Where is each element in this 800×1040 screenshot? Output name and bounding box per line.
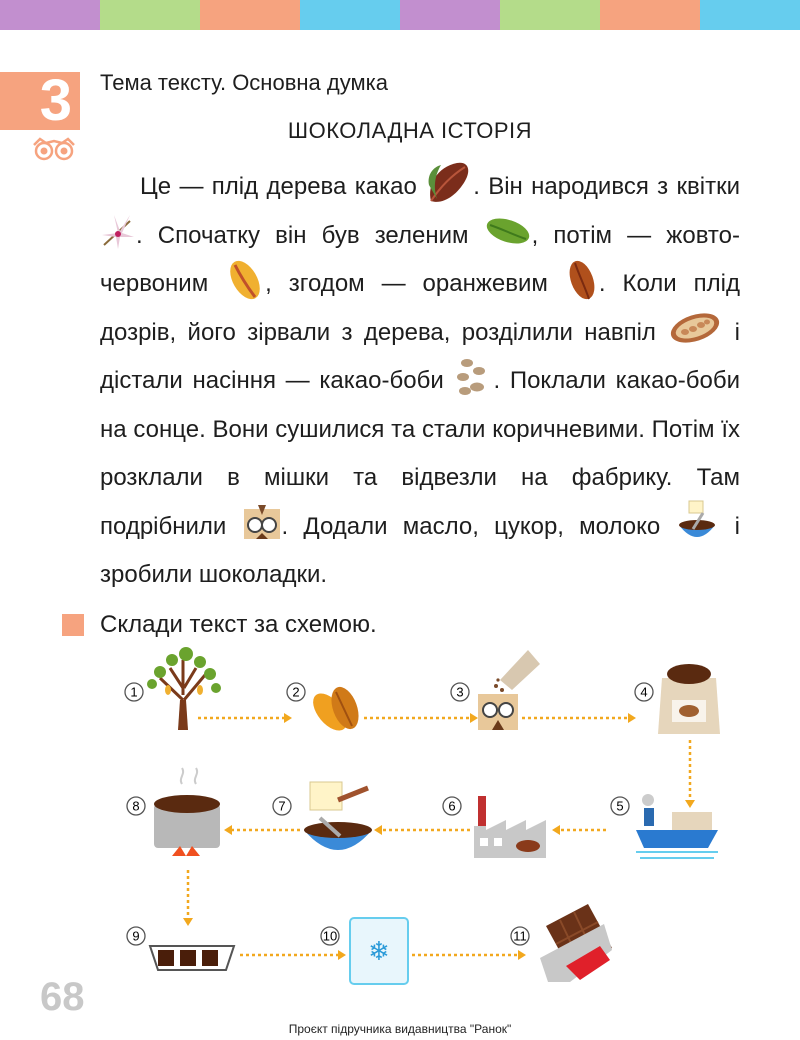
- sack-icon: [658, 664, 720, 734]
- grinder-icon: [242, 503, 282, 541]
- step-7: [273, 782, 372, 850]
- svg-text:❄: ❄: [368, 936, 390, 966]
- svg-text:9: 9: [132, 928, 140, 944]
- color-segment: [100, 0, 200, 30]
- cocoa-pod-halved-icon: [667, 310, 723, 346]
- color-segment: [0, 0, 100, 30]
- svg-text:8: 8: [132, 798, 140, 814]
- story-sentence: і зробили шоколадки.: [100, 512, 741, 588]
- color-segment: [700, 0, 800, 30]
- color-segment: [300, 0, 400, 30]
- step-5: [611, 794, 718, 858]
- step-2: [287, 683, 364, 737]
- color-segment: [400, 0, 500, 30]
- story-sentence: і дістали насіння — какао-боби: [100, 318, 741, 394]
- freezer-icon: [350, 918, 408, 984]
- factory-icon: [474, 796, 546, 858]
- page-number: 68: [40, 975, 85, 1019]
- cocoa-pod-orange-icon: [565, 257, 599, 303]
- story-sentence: . Він народився з квітки: [473, 173, 740, 200]
- story-sentence: , згодом — оранжевим: [265, 270, 548, 297]
- step-11: [511, 904, 612, 982]
- step-6: [443, 796, 546, 858]
- task-marker: [62, 614, 84, 636]
- step-4: [635, 664, 720, 734]
- lesson-number: 3: [39, 68, 72, 133]
- cocoa-pod-yellow-red-icon: [225, 257, 265, 303]
- tree-icon: [147, 647, 221, 730]
- svg-text:1: 1: [130, 684, 138, 700]
- story-sentence: . Коли плід дозрів, його зірвали з дерева, розділили навпіл: [100, 270, 740, 346]
- svg-text:5: 5: [616, 798, 624, 814]
- chocolate-bar-icon: [540, 904, 612, 982]
- pot-icon: [154, 768, 220, 856]
- ship-icon: [636, 794, 718, 858]
- footer-publisher: Проєкт підручника видавництва "Ранок": [288, 1022, 512, 1036]
- story-sentence: . Додали масло, цукор, молоко: [281, 512, 661, 540]
- mixing-bowl-icon: [304, 782, 372, 850]
- color-segment: [200, 0, 300, 30]
- svg-text:4: 4: [640, 684, 648, 700]
- cocoa-pod-green-icon: [484, 215, 532, 247]
- cocoa-flower-icon: [100, 211, 136, 251]
- color-segment: [600, 0, 700, 30]
- svg-text:10: 10: [322, 928, 338, 944]
- story-sentence: . Спочатку він був зеленим: [136, 221, 469, 249]
- step-10: [321, 918, 408, 984]
- mold-icon: [150, 946, 234, 970]
- step-9: [127, 927, 234, 970]
- svg-text:11: 11: [513, 928, 527, 944]
- story-text: [100, 163, 740, 600]
- svg-text:3: 3: [456, 684, 464, 700]
- text-title: ШОКОЛАДНА ІСТОРІЯ: [287, 118, 533, 143]
- svg-text:7: 7: [278, 798, 286, 814]
- bowl-sugar-milk-icon: [675, 499, 719, 545]
- task-instruction: Склади текст за схемою.: [100, 611, 377, 638]
- lesson-topic: Тема тексту. Основна думка: [100, 70, 388, 95]
- production-scheme: [0, 640, 800, 1000]
- cocoa-pods-icon: [307, 683, 364, 736]
- story-sentence: , потім — жовто-червоним: [100, 221, 740, 297]
- color-segment: [500, 0, 600, 30]
- cocoa-beans-icon: [453, 357, 493, 397]
- story-sentence: Це — плід дерева какао: [140, 173, 417, 200]
- story-sentence: . Поклали какао-боби на сонце. Вони сушилися та стали коричневими. Потім їх розклали в мішки та відвезли на фабрику. Там подрібнили: [100, 367, 741, 540]
- step-3: [451, 650, 540, 730]
- step-8: [127, 768, 220, 856]
- cocoa-pod-brown-icon: [425, 161, 473, 205]
- svg-text:6: 6: [448, 798, 456, 814]
- svg-text:2: 2: [292, 684, 300, 700]
- color-bar: [0, 0, 800, 30]
